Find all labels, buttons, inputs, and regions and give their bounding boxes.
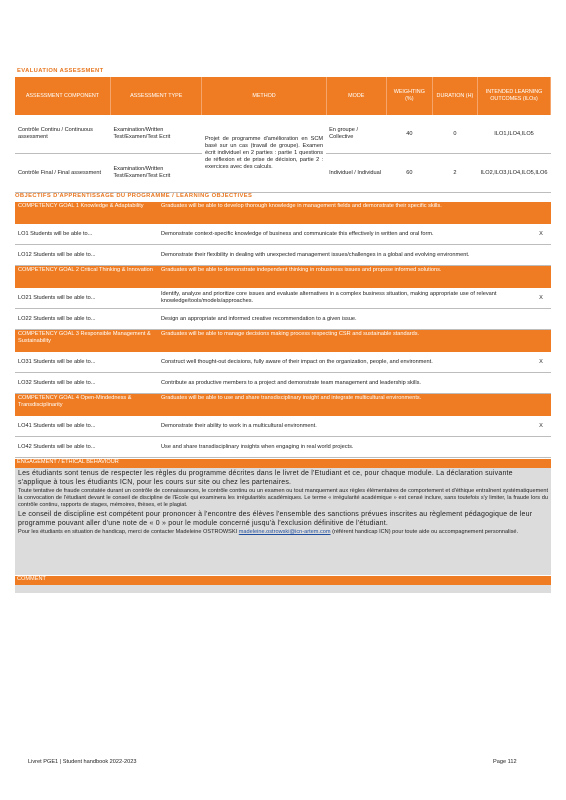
footer-page xyxy=(493,759,517,766)
lo-mark: X xyxy=(539,230,543,237)
cell-type: Examination/Written Test/Examen/Test Ecrit xyxy=(110,115,202,154)
evaluation-table xyxy=(15,77,551,193)
competency-goal-row xyxy=(15,266,551,288)
lo-code: LO1 Students will be able to... xyxy=(18,230,93,237)
learning-objective-row xyxy=(15,288,551,309)
col-header-duration: DURATION (H) xyxy=(432,77,477,115)
lo-desc: Demonstrate their flexibility in dealing with unexpected management issues/challenges in a global and evolving environment. xyxy=(161,251,470,258)
footer-handbook-title: Livret PGE1 | Student handbook 2022-2023 xyxy=(28,759,137,765)
engagement-paragraph-1: Les étudiants sont tenus de respecter les règles du programme décrites dans le livret de l'Etudiant et ce, pour chaque module. La déclaration suivante s'applique à tous les étudiants ICN, pour les cours sur site ou chez les partenaires. xyxy=(18,470,513,487)
cell-mode: Individuel / Individual xyxy=(326,154,386,193)
lo-code: LO42 Students will be able to... xyxy=(18,443,96,450)
engagement-body xyxy=(15,468,551,575)
lo-code: LO31 Students will be able to... xyxy=(18,358,96,365)
competency-goal-desc: Graduates will be able to manage decisions making process respecting CSR and sustainable standards. xyxy=(161,331,420,337)
lo-desc: Use and share transdisciplinary insights when engaging in real world projects. xyxy=(161,443,354,450)
col-header-mode: MODE xyxy=(326,77,386,115)
lo-mark: X xyxy=(539,294,543,301)
cell-component: Contrôle Final / Final assessment xyxy=(15,154,110,193)
cell-duration: 0 xyxy=(432,115,477,154)
col-header-ilos: INTENDED LEARNING OUTCOMES (ILOs) xyxy=(478,77,551,115)
objectives-section xyxy=(15,202,551,458)
lo-code: LO32 Students will be able to... xyxy=(18,379,96,386)
competency-goal-desc: Graduates will be able to demonstrate independent thinking in robusiness issues and propose informed solutions. xyxy=(161,267,442,273)
competency-goal-label: COMPETENCY GOAL 4 Open-Mindedness & Transdisciplinarity xyxy=(18,395,132,408)
engagement-paragraph-4 xyxy=(18,529,548,536)
cell-component: Contrôle Continu / Continuous assessment xyxy=(15,115,110,154)
lo-mark: X xyxy=(539,358,543,365)
learning-objective-row xyxy=(15,416,551,437)
competency-goal-row xyxy=(15,202,551,224)
engagement-paragraph-2: Toute tentative de fraude constatée durant un contrôle de connaissances, le contrôle continu ou un examen ou tout manquement aux règles élémentaires de comportement et d'éthique entraînent systématiquement la convocation de l'étudiant devant le conseil de discipline de l'Ecole qui examinera les irrégularités académiques. Le terme « irrégularité académique » est censé inclure, sans toutefois s'y limiter, la fraude lors du contrôle continu, rapports de stages, mémoires, thèses, et le plagiat. xyxy=(18,488,548,509)
lo-code: LO41 Students will be able to... xyxy=(18,422,96,429)
contact-email-link[interactable]: madeleine.ostrowski@icn-artem.com xyxy=(238,529,331,536)
engagement-contact-end: (référent handicap ICN) pour toute aide ou accompagnement personnalisé. xyxy=(332,529,519,536)
competency-goal-label: COMPETENCY GOAL 3 Responsible Management & Sustainability xyxy=(18,331,151,344)
cell-duration: 2 xyxy=(432,154,477,193)
cell-ilos: ILO2,ILO3,ILO4,ILO5,ILO6 xyxy=(478,154,551,193)
learning-objective-row xyxy=(15,309,551,330)
table-row xyxy=(15,115,551,154)
competency-goal-row xyxy=(15,330,551,352)
col-header-type: ASSESSMENT TYPE xyxy=(110,77,202,115)
evaluation-heading: EVALUATION ASSESSMENT xyxy=(17,68,104,74)
comment-heading: COMMENT xyxy=(15,576,551,585)
learning-objective-row xyxy=(15,224,551,245)
cell-type: Examination/Written Test/Examen/Test Ecrit xyxy=(110,154,202,193)
cell-method: Projet de programme d'amélioration en SCM basé sur un cas (travail de groupe). Examen écrit individuel en 2 parties : partie 1 questions de réflexion et de prise de décision, partie 2 : exercices avec des calculs. xyxy=(202,115,326,193)
learning-objective-row xyxy=(15,437,551,458)
lo-code: LO22 Students will be able to... xyxy=(18,315,96,322)
engagement-paragraph-3: Le conseil de discipline est compétent pour prononcer à l'encontre des élèves l'ensemble des sanctions prévues inscrites au règlement pédagogique de leur programme pouvant aller d'une note de « 0 » pour le module concerné jusqu'à l'exclusion définitive de l'étudiant. xyxy=(18,511,533,528)
competency-goal-row xyxy=(15,394,551,416)
lo-desc: Identify, analyze and prioritize core issues and evaluate alternatives in a complex business situation, making appropriate use of relevant knowledge/tools/models/approaches. xyxy=(161,291,497,304)
competency-goal-label: COMPETENCY GOAL 1 Knowledge & Adaptability xyxy=(18,203,144,209)
cell-weighting: 60 xyxy=(386,154,432,193)
lo-mark: X xyxy=(539,422,543,429)
learning-objective-row xyxy=(15,352,551,373)
cell-mode: En groupe / Collective xyxy=(326,115,386,154)
col-header-method: METHOD xyxy=(202,77,326,115)
competency-goal-desc: Graduates will be able to develop thorough knowledge in management fields and demonstrate their specific skills. xyxy=(161,203,442,209)
page-label: Page xyxy=(493,759,507,765)
engagement-contact-text: Pour les étudiants en situation de handicap, merci de contacter Madeleine OSTROWSKI xyxy=(18,529,238,536)
page-number: 112 xyxy=(507,759,517,765)
learning-objective-row xyxy=(15,373,551,394)
lo-desc: Design an appropriate and informed creative recommendation to a given issue. xyxy=(161,315,357,322)
cell-weighting: 40 xyxy=(386,115,432,154)
evaluation-header-row xyxy=(15,77,551,115)
lo-desc: Demonstrate context-specific knowledge of business and communicate this effectively in written and oral form. xyxy=(161,230,434,237)
lo-desc: Contribute as productive members to a project and demonstrate team management and leadership skills. xyxy=(161,379,421,386)
objectives-heading: OBJECTIFS D'APPRENTISSAGE DU PROGRAMME / LEARNING OBJECTIVES xyxy=(15,193,253,199)
learning-objective-row xyxy=(15,245,551,266)
competency-goal-desc: Graduates will be able to use and share transdisciplinary insight and integrate multicultural environments. xyxy=(161,395,422,401)
cell-ilos: ILO1,ILO4,ILO5 xyxy=(478,115,551,154)
engagement-heading: ENGAGEMENT / ETHICAL BEHAVIOUR xyxy=(15,459,551,468)
lo-desc: Construct well thought-out decisions, fully aware of their impact on the organization, people, and environment. xyxy=(161,358,433,365)
lo-code: LO12 Students will be able to... xyxy=(18,251,96,258)
lo-desc: Demonstrate their ability to work in a multicultural environment. xyxy=(161,422,317,429)
competency-goal-label: COMPETENCY GOAL 2 Critical Thinking & Innovation xyxy=(18,267,153,273)
col-header-weighting: WEIGHTING (%) xyxy=(386,77,432,115)
col-header-component: ASSESSMENT COMPONENT xyxy=(15,77,110,115)
lo-code: LO21 Students will be able to... xyxy=(18,294,96,301)
